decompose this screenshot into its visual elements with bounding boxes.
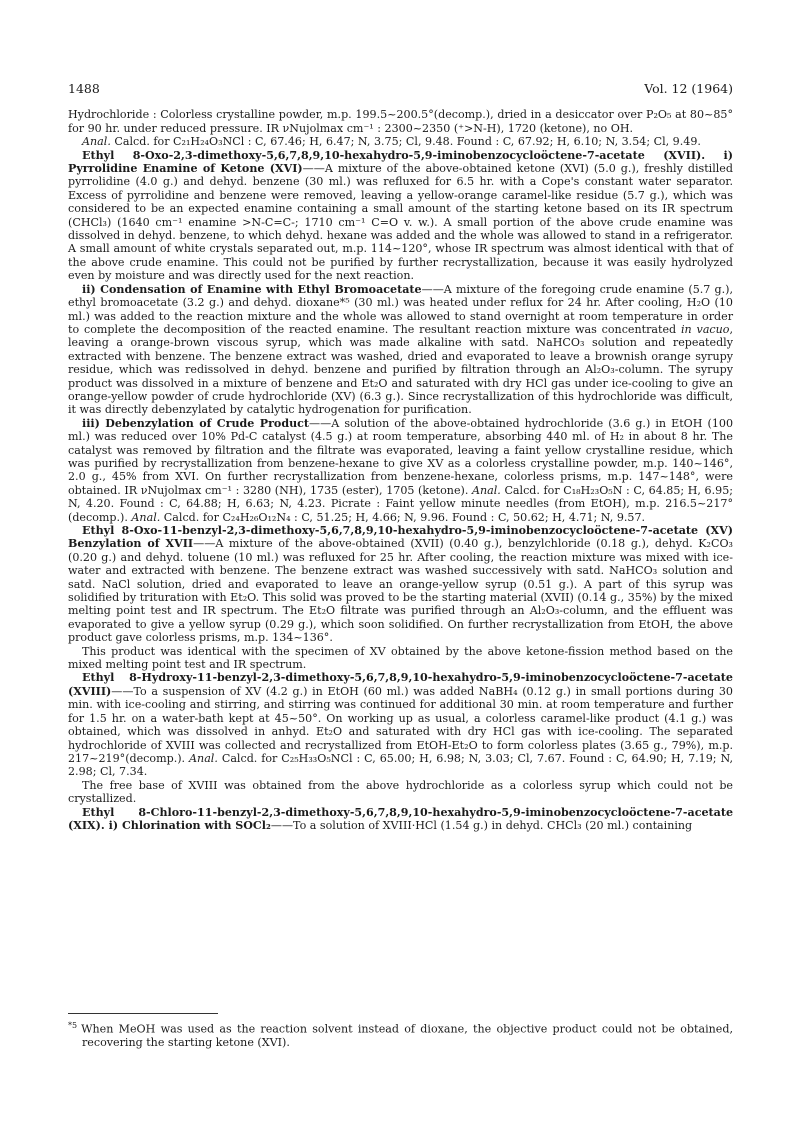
page-number: 1488: [68, 81, 100, 96]
volume-label: Vol. 12 (1964): [644, 81, 733, 96]
paragraph-xix: Ethyl 8-Chloro-11-benzyl-2,3-dimethoxy-5,6,7,8,9,10-hexahydro-5,9-iminobenzocycloöctene-7-acetate (XIX). i) Chlorination with SOCl₂——To a solution of XVIII·HCl (1.54 g.) in dehyd. CHCl₃ (20 ml.) containing: [68, 805, 733, 832]
paragraph-xvii-enamine: Ethyl 8-Oxo-2,3-dimethoxy-5,6,7,8,9,10-hexahydro-5,9-iminobenzocycloöctene-7-acetate (XVII). i) Pyrrolidine Enamine of Ketone (XVI)——A mixture of the above-obtained ketone (XVI) (5.0 g.), freshly distilled pyrrolidine (4.0 g.) and dehyd. benzene (30 ml.) was refluxed for 6.5 hr. with a Cope's constant water separator. Excess of pyrrolidine and benzene were removed, leaving a yellow-orange caramel-like residue (5.7 g.), which was considered to be an expected enamine containing a small amount of the starting ketone based on its IR spectrum (CHCl₃) (1640 cm⁻¹ enamine >N-C=C-; 1710 cm⁻¹ C=O v. w.). A small portion of the above crude enamine was dissolved in dehyd. benzene, to which dehyd. hexane was added and the whole was allowed to stand in a refrigerator. A small amount of white crystals separated out, m.p. 114~120°, whose IR spectrum was almost identical with that of the above crude enamine. This could not be purified by further recrystallization, because it was easily hydrolyzed even by moisture and was directly used for the next reaction.: [68, 148, 733, 283]
paragraph-condensation: ii) Condensation of Enamine with Ethyl Bromoacetate——A mixture of the foregoing crude enamine (5.7 g.), ethyl bromoacetate (3.2 g.) and dehyd. dioxane*⁵ (30 ml.) was heated under reflux for 24 hr. After cooling, H₂O (10 ml.) was added to the reaction mixture and the whole was allowed to stand overnight at room temperature in order to complete the decomposition of the reacted enamine. The resultant reaction mixture was concentrated in vacuo, leaving a orange-brown viscous syrup, which was made alkaline with satd. NaHCO₃ solution and repeatedly extracted with benzene. The benzene extract was washed, dried and evaporated to leave a brownish orange syrupy residue, which was redissolved in dehyd. benzene and purified by filtration through an Al₂O₃-column. The syrupy product was dissolved in a mixture of benzene and Et₂O and saturated with dry HCl gas under ice-cooling to give an orange-yellow powder of crude hydrochloride (XV) (6.3 g.). Since recrystallization of this hydrochloride was difficult, it was directly debenzylated by catalytic hydrogenation for purification.: [68, 282, 734, 417]
paragraph-free-base: The free base of XVIII was obtained from the above hydrochloride as a colorless syrup which could not be crystallized.: [68, 778, 733, 806]
footnote: [68, 1019, 733, 1050]
paragraph-debenzylation: iii) Debenzylation of Crude Product——A solution of the above-obtained hydrochloride (3.6 g.) in EtOH (100 ml.) was reduced over 10% Pd-C catalyst (4.5 g.) at room temperature, absorbing 440 ml. of H₂ in about 8 hr. The catalyst was removed by filtration and the filtrate was evaporated, leaving a faint yellow crystalline residue, which was purified by recrystallization from benzene-hexane to give XV as a colorless crystalline powder, m.p. 140~146°, 2.0 g., 45% from XVI. On further recrystallization from benzene-hexane, colorless prisms, m.p. 147~148°, were obtained. IR νNujolmax cm⁻¹ : 3280 (NH), 1735 (ester), 1705 (ketone). Anal. Calcd. for C₁₈H₂₃O₅N : C, 64.85; H, 6.95; N, 4.20. Found : C, 64.88; H, 6.63; N, 4.23. Picrate : Faint yellow minute needles (from EtOH), m.p. 216.5~217°(decomp.). Anal. Calcd. for C₂₄H₂₆O₁₂N₄ : C, 51.25; H, 4.66; N, 9.96. Found : C, 50.62; H, 4.71; N, 9.57.: [68, 416, 734, 524]
paragraph-xviii: Ethyl 8-Hydroxy-11-benzyl-2,3-dimethoxy-5,6,7,8,9,10-hexahydro-5,9-iminobenzocycloöctene-7-acetate (XVIII)——To a suspension of XV (4.2 g.) in EtOH (60 ml.) was added NaBH₄ (0.12 g.) in small portions during 30 min. with ice-cooling and stirring, and stirring was continued for additional 30 min. at room temperature and further for 1.5 hr. on a water-bath kept at 45~50°. On working up as usual, a colorless caramel-like product (4.1 g.) was obtained, which was dissolved in anhyd. Et₂O and saturated with dry HCl gas with ice-cooling. The separated hydrochloride of XVIII was collected and recrystallized from EtOH-Et₂O to form colorless plates (3.65 g., 79%), m.p. 217~219°(decomp.). Anal. Calcd. for C₂₅H₃₃O₅NCl : C, 65.00; H, 6.98; N, 3.03; Cl, 7.67. Found : C, 64.90; H, 7.19; N, 2.98; Cl, 7.34.: [68, 671, 733, 779]
page-header: [68, 82, 733, 95]
footnote-mark: *5: [68, 1021, 78, 1030]
footnote-text: When MeOH was used as the reaction solvent instead of dioxane, the objective product could not be obtained, recovering the starting ketone (XVI).: [81, 1022, 733, 1050]
paragraph-anal-1: Anal. Calcd. for C₂₁H₂₄O₃NCl : C, 67.46; H, 6.47; N, 3.75; Cl, 9.48. Found : C, 67.92; H, 6.10; N, 3.54; Cl, 9.49.: [82, 135, 701, 149]
paragraph-identity: This product was identical with the specimen of XV obtained by the above ketone-fission method based on the mixed melting point test and IR spectrum.: [68, 644, 733, 672]
paragraph-benzylation: Ethyl 8-Oxo-11-benzyl-2,3-dimethoxy-5,6,7,8,9,10-hexahydro-5,9-iminobenzocycloöctene-7-acetate (XV) Benzylation of XVII——A mixture of the above-obtained (XVII) (0.40 g.), benzylchloride (0.18 g.), dehyd. K₂CO₃ (0.20 g.) and dehyd. toluene (10 ml.) was refluxed for 25 hr. After cooling, the reaction mixture was mixed with ice-water and extracted with benzene. The benzene extract was washed successively with satd. NaHCO₃ solution and satd. NaCl solution, dried and evaporated to leave an orange-yellow syrup (0.51 g.). A part of this syrup was solidified by trituration with Et₂O. This solid was proved to be the starting material (XVII) (0.14 g., 35%) by the mixed melting point test and IR spectrum. The Et₂O filtrate was purified through an Al₂O₃-column, and the effluent was evaporated to give a yellow syrup (0.29 g.), which soon solidified. On further recrystallization from EtOH, the above product gave colorless prisms, m.p. 134~136°.: [68, 524, 733, 645]
paragraph-hydrochloride: Hydrochloride : Colorless crystalline powder, m.p. 199.5~200.5°(decomp.), dried in a desiccator over P₂O₅ at 80~85° for 90 hr. under reduced pressure. IR νNujolmax cm⁻¹ : 2300~2350 (⁺>N-H), 1720 (ketone), no OH.: [68, 108, 733, 135]
footnote-divider: [68, 1013, 218, 1014]
